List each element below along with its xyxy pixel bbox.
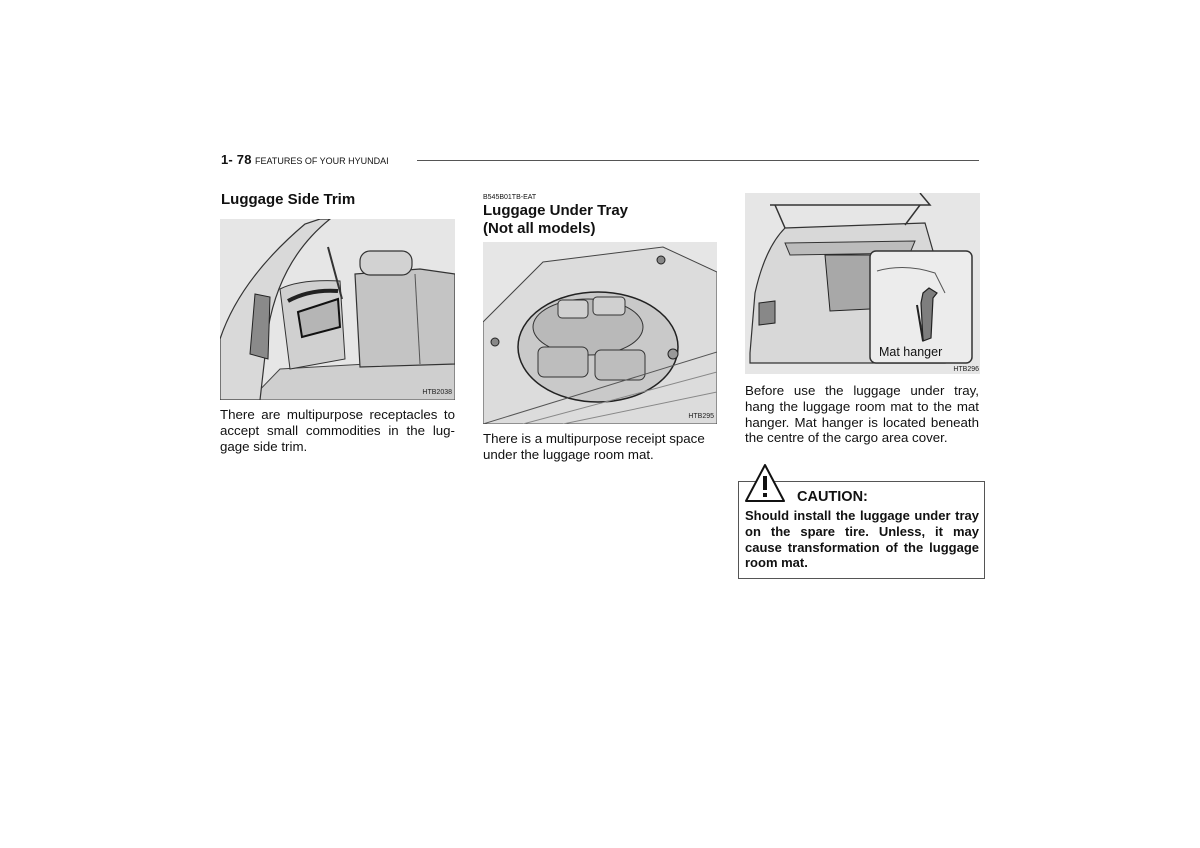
caution-text: Should install the luggage under tray on the spare tire. Unless, it may cause transformation of the luggage room mat. (745, 508, 979, 571)
luggage-under-tray-subheading: (Not all models) (483, 220, 596, 237)
mat-hanger-illustration (745, 193, 980, 374)
header-divider (417, 160, 979, 161)
section-code: B545B01TB-EAT (483, 194, 537, 201)
luggage-under-tray-description: There is a multipurpose receipt space under the luggage room mat. (483, 431, 705, 462)
mat-hanger-label: Mat hanger (879, 345, 943, 359)
figure-code: HTB2038 (422, 389, 452, 396)
warning-triangle-icon (744, 463, 786, 508)
luggage-side-trim-heading: Luggage Side Trim (221, 191, 356, 208)
luggage-side-trim-figure (220, 219, 455, 400)
mat-hanger-description: Before use the luggage under tray, hang the luggage room mat to the mat hanger. Mat hanger is located beneath the centre of the cargo area cover. (745, 383, 979, 446)
mat-hanger-figure (745, 193, 980, 374)
luggage-under-tray-illustration (483, 242, 717, 424)
figure-code: HTB296 (953, 366, 979, 373)
luggage-under-tray-heading: Luggage Under Tray (483, 202, 629, 219)
luggage-under-tray-figure (483, 242, 717, 424)
figure-code: HTB295 (688, 413, 714, 420)
caution-title: CAUTION: (797, 489, 868, 505)
page-number: 1- 78 (221, 152, 252, 167)
section-title: FEATURES OF YOUR HYUNDAI (255, 156, 389, 166)
luggage-side-trim-description: There are multipurpose receptacles to accept small commodities in the lug-gage side trim. (220, 407, 455, 454)
luggage-side-trim-illustration (220, 219, 455, 400)
